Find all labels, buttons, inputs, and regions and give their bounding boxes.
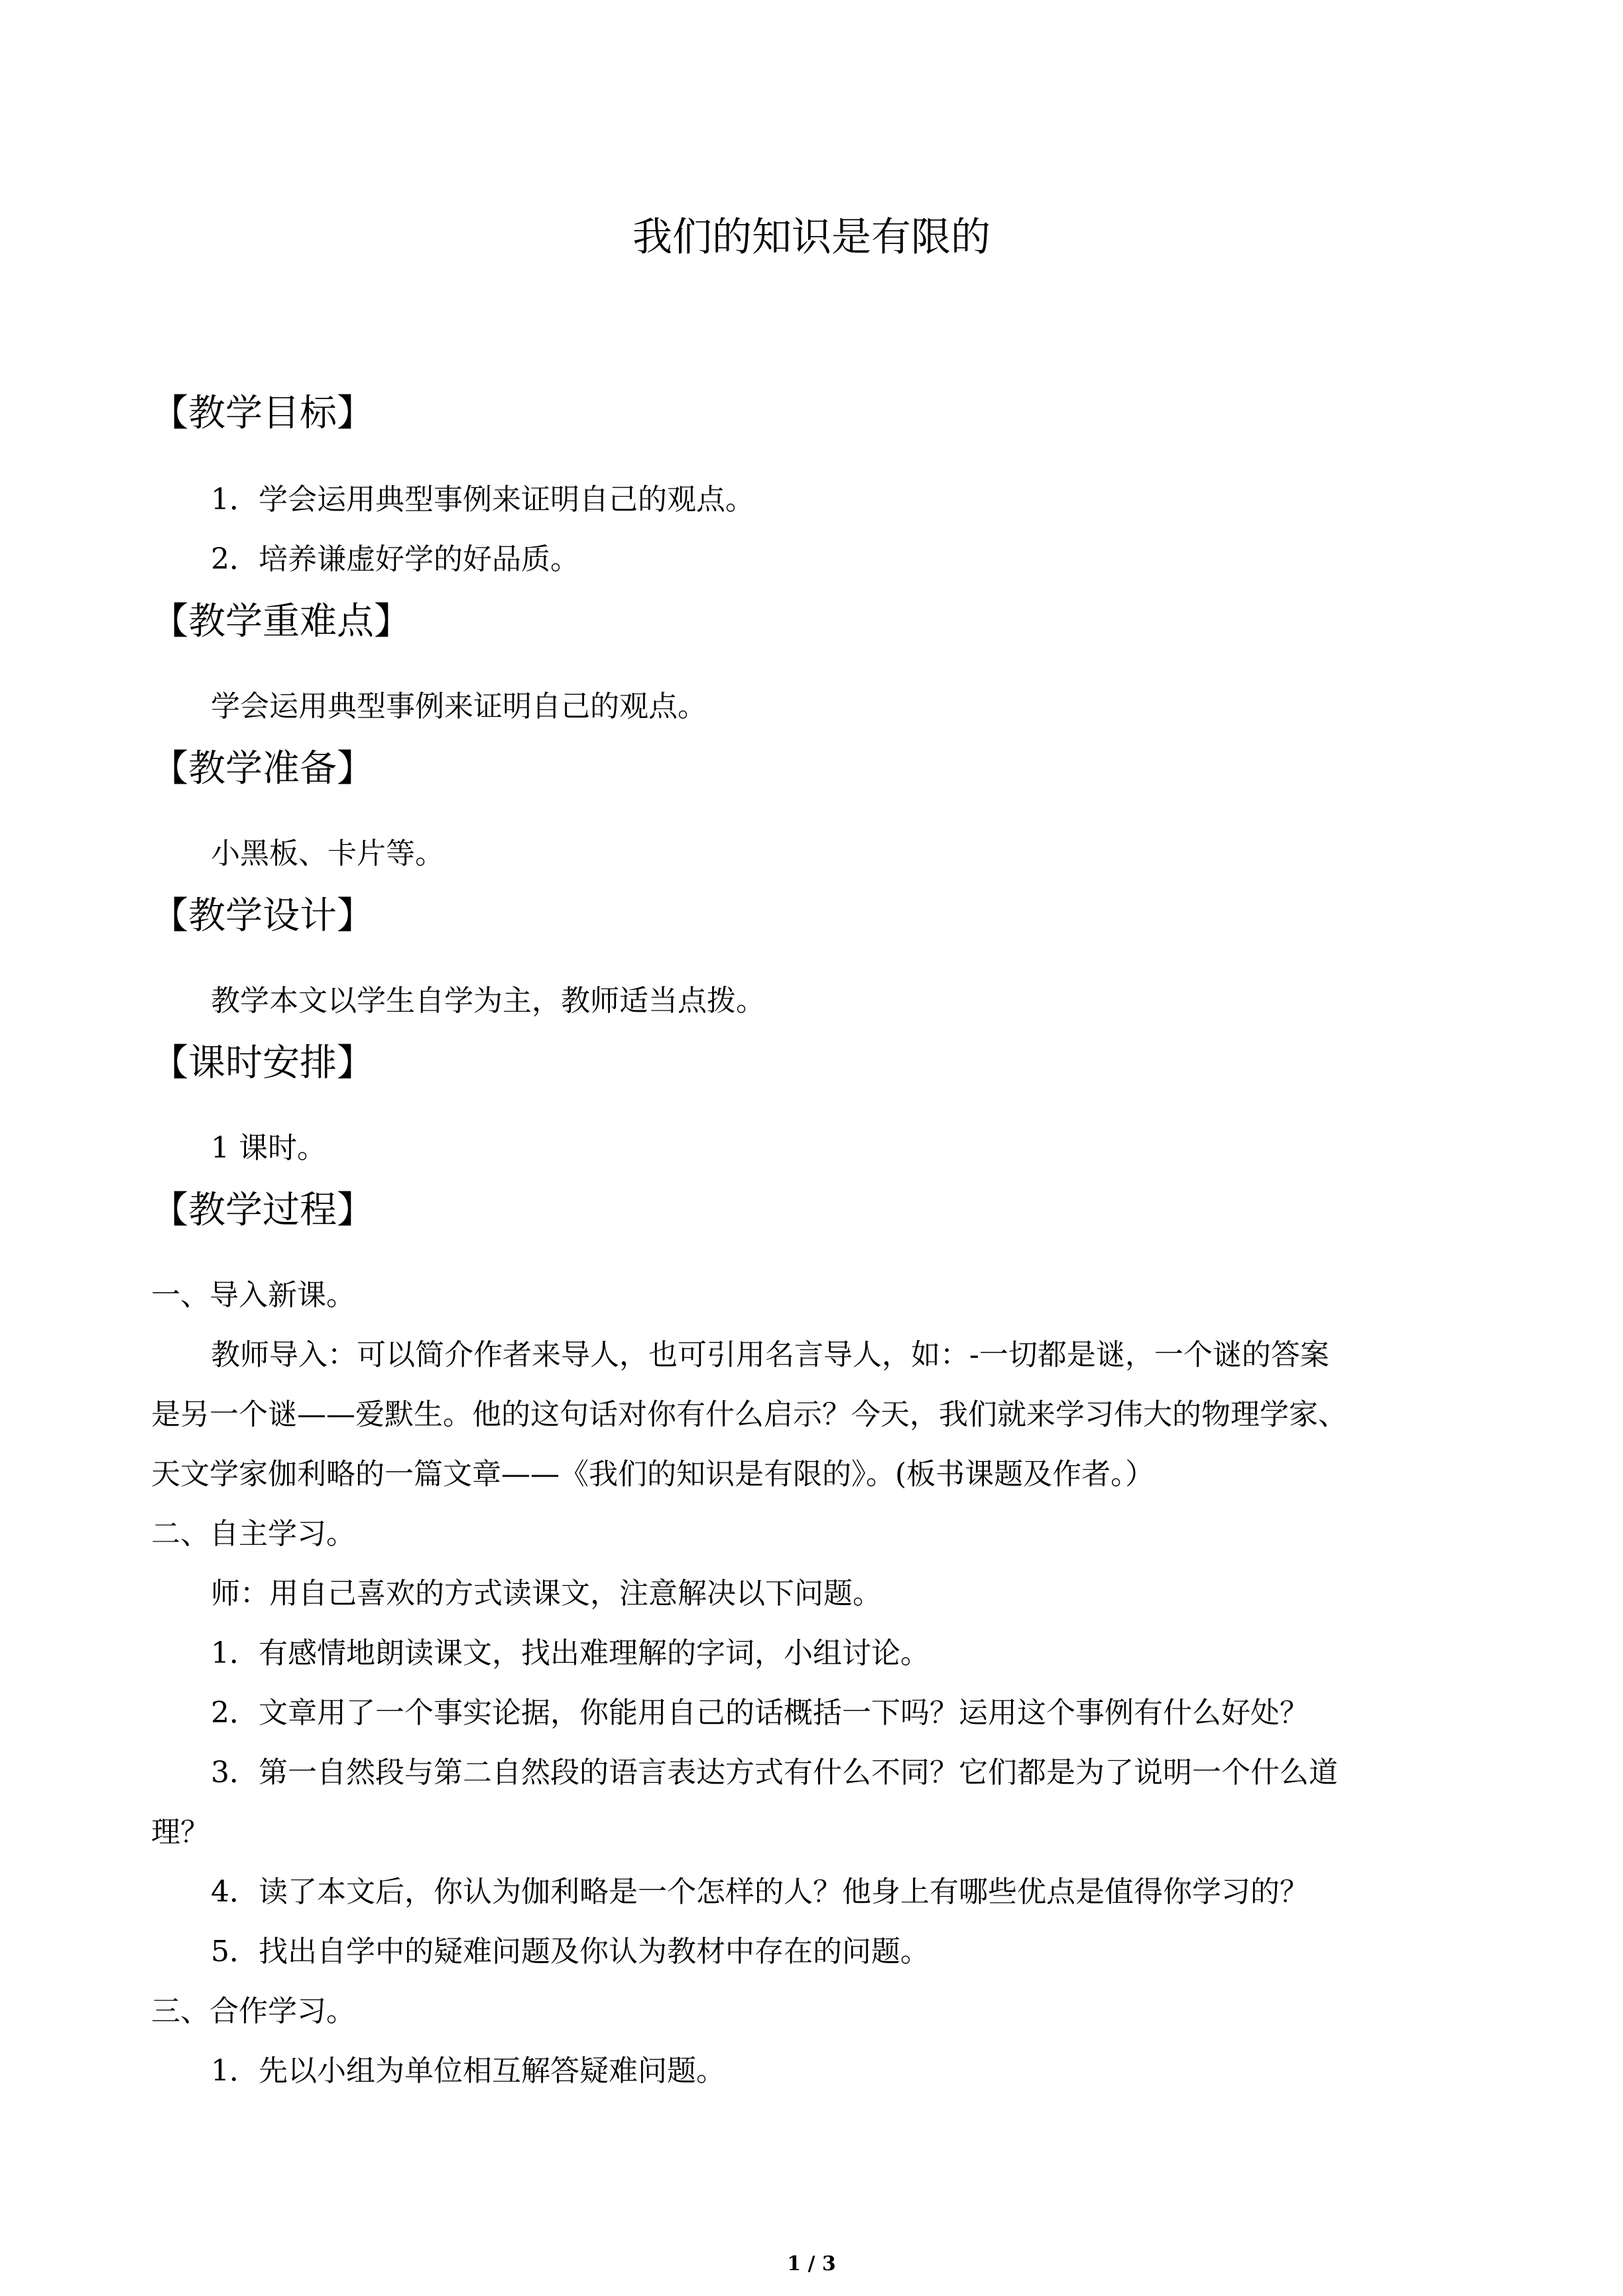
heading-key-points: 【教学重难点】	[151, 600, 411, 643]
page-number: 1 / 3	[787, 2252, 836, 2275]
process-part3-title: 三、合作学习。	[151, 1994, 355, 2028]
key-points-text: 学会运用典型事例来证明自己的观点。	[211, 690, 707, 723]
preparation-text: 小黑板、卡片等。	[211, 837, 444, 871]
document-title: 我们的知识是有限的	[632, 214, 991, 261]
process-part2-item-1: 1．有感情地朗读课文，找出难理解的字词，小组讨论。	[211, 1636, 930, 1670]
heading-preparation: 【教学准备】	[151, 747, 374, 790]
heading-schedule: 【课时安排】	[151, 1042, 374, 1085]
process-part1-title: 一、导入新课。	[151, 1278, 355, 1312]
heading-design: 【教学设计】	[151, 894, 374, 937]
process-part2-item-4: 4．读了本文后，你认为伽利略是一个怎样的人？他身上有哪些优点是值得你学习的？	[211, 1875, 1309, 1909]
process-part2-item-3: 3．第一自然段与第二自然段的语言表达方式有什么不同？它们都是为了说明一个什么道	[211, 1756, 1338, 1789]
process-part2-item-2: 2．文章用了一个事实论据，你能用自己的话概括一下吗？运用这个事例有什么好处？	[211, 1696, 1309, 1730]
process-part1-line-2: 是另一个谜——爱默生。他的这句话对你有什么启示？今天，我们就来学习伟大的物理学家、	[151, 1398, 1347, 1431]
process-part1-line-3: 天文学家伽利略的一篇文章——《我们的知识是有限的》。(板书课题及作者。）	[151, 1457, 1155, 1491]
design-text: 教学本文以学生自学为主，教师适当点拨。	[211, 984, 765, 1018]
process-part2-item-5: 5．找出自学中的疑难问题及你认为教材中存在的问题。	[211, 1935, 930, 1968]
heading-goals: 【教学目标】	[151, 392, 374, 435]
process-part1-line-1: 教师导入：可以简介作者来导人，也可引用名言导人，如：-一切都是谜，一个谜的答案	[211, 1338, 1329, 1372]
process-part3-item-1: 1．先以小组为单位相互解答疑难问题。	[211, 2054, 725, 2088]
process-part2-intro: 师：用自己喜欢的方式读课文，注意解决以下问题。	[211, 1577, 882, 1610]
heading-process: 【教学过程】	[151, 1189, 374, 1232]
process-part2-item-3-cont: 理？	[151, 1815, 210, 1849]
goal-item-1: 1．学会运用典型事例来证明自己的观点。	[211, 483, 754, 516]
process-part2-title: 二、自主学习。	[151, 1517, 355, 1551]
schedule-text: 1 课时。	[211, 1131, 326, 1165]
goal-item-2: 2．培养谦虚好学的好品质。	[211, 542, 579, 576]
